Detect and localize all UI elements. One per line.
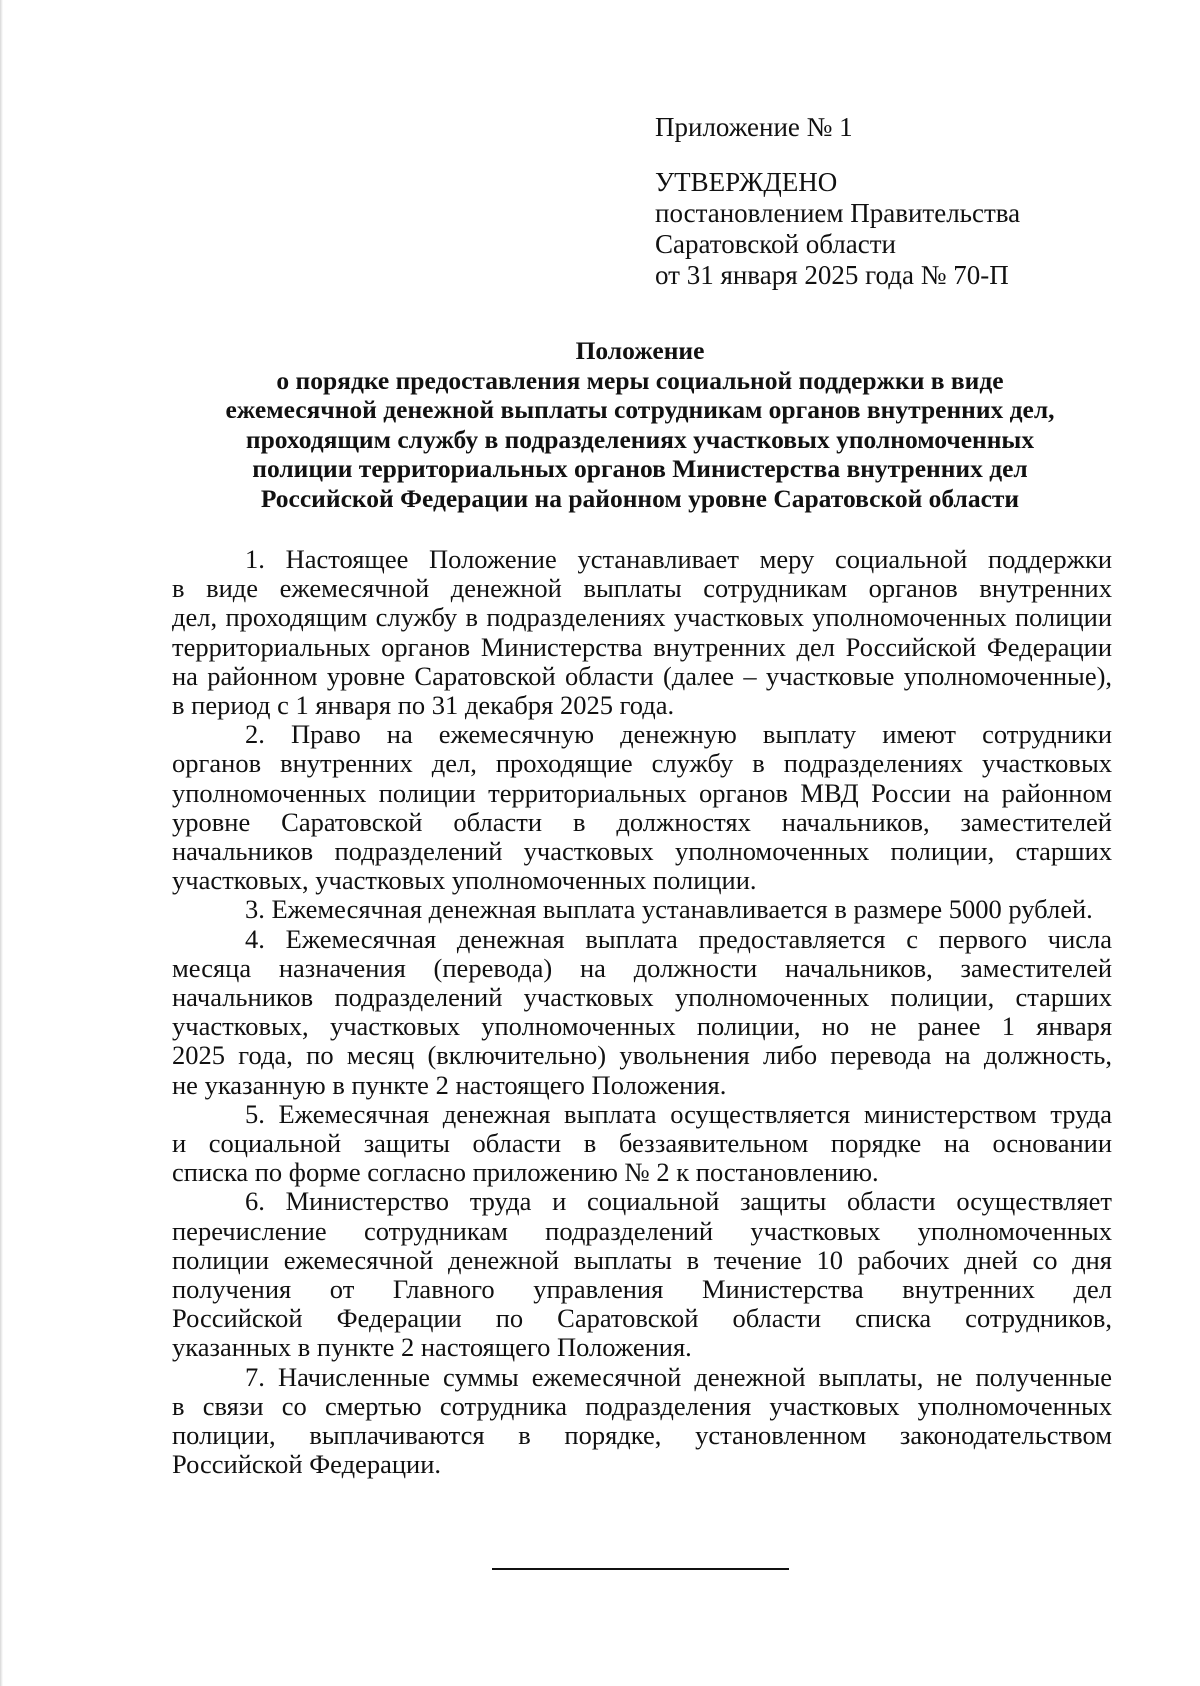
approved-by-line: постановлением Правительства (655, 198, 1021, 228)
title-heading: Положение (575, 336, 705, 365)
paragraph-line: 2025 года, по месяц (включительно) увольнения либо перевода на должность, (172, 1040, 1112, 1071)
paragraph-line: месяца назначения (перевода) на должности начальников, заместителей (172, 952, 1113, 983)
title-line: Российской Федерации на районном уровне Саратовской области (260, 483, 1020, 513)
document-body (172, 545, 1112, 1480)
paragraph-2 (172, 720, 1112, 895)
end-rule (492, 1568, 789, 1570)
title-line: проходящим службу в подразделениях участковых уполномоченных (245, 424, 1035, 454)
paragraph-3 (172, 895, 1112, 924)
paragraph-6 (172, 1187, 1112, 1362)
paragraph-line: 7. Начисленные суммы ежемесячной денежной выплаты, не полученные (245, 1361, 1113, 1392)
paragraph-line: 4. Ежемесячная денежная выплата предоставляется с первого числа (245, 923, 1113, 954)
appendix-number: Приложение № 1 (655, 112, 853, 142)
paragraph-line: 2. Право на ежемесячную денежную выплату имеют сотрудники (245, 719, 1113, 750)
paragraph-line: на районном уровне Саратовской области (далее – участковые уполномоченные), (172, 660, 1113, 691)
paragraph-line: полиции ежемесячной денежной выплаты в течение 10 рабочих дней со дня (172, 1244, 1112, 1275)
paragraph-line: в период с 1 января по 31 декабря 2025 года. (172, 690, 675, 721)
paragraph-line: в виде ежемесячной денежной выплаты сотрудникам органов внутренних (172, 573, 1112, 604)
scan-edge (0, 0, 3, 1686)
paragraph-line: полиции, выплачиваются в порядке, установленном законодательством (172, 1420, 1112, 1451)
paragraph-line: уполномоченных полиции территориальных органов МВД России на районном (172, 777, 1112, 808)
paragraph-5 (172, 1100, 1112, 1188)
paragraph-line: органов внутренних дел, проходящие службу в подразделениях участковых (172, 748, 1112, 779)
paragraph-line: списка по форме согласно приложению № 2 к постановлению. (172, 1157, 879, 1188)
approved-date-line: от 31 января 2025 года № 70-П (655, 260, 1009, 290)
paragraph-line: участковых, участковых уполномоченных полиции, но не ранее 1 января (172, 1011, 1113, 1042)
paragraph-line: начальников подразделений участковых уполномоченных полиции, старших (172, 982, 1112, 1013)
document-title (120, 336, 1160, 513)
approval-stamp-block (655, 112, 1175, 291)
title-line: ежемесячной денежной выплаты сотрудникам органов внутренних дел, (225, 395, 1055, 424)
approved-region-line: Саратовской области (655, 229, 896, 259)
paragraph-line: 5. Ежемесячная денежная выплата осуществляется министерством труда (245, 1098, 1112, 1129)
paragraph-line: территориальных органов Министерства внутренних дел Российской Федерации (172, 631, 1113, 662)
approved-label: УТВЕРЖДЕНО (655, 167, 838, 197)
paragraph-line: в связи со смертью сотрудника подразделения участковых уполномоченных (172, 1390, 1113, 1421)
paragraph-line: 1. Настоящее Положение устанавливает меру социальной поддержки (245, 544, 1113, 574)
paragraph-7 (172, 1363, 1112, 1480)
title-line: полиции территориальных органов Министерства внутренних дел (252, 454, 1028, 483)
paragraph-line: 6. Министерство труда и социальной защиты области осуществляет (245, 1186, 1112, 1217)
paragraph-line: дел, проходящим службу в подразделениях участковых уполномоченных полиции (172, 602, 1113, 633)
paragraph-line: Российской Федерации по Саратовской области списка сотрудников, (172, 1303, 1112, 1334)
paragraph-line: перечисление сотрудникам подразделений участковых уполномоченных (172, 1215, 1112, 1246)
paragraph-line: 3. Ежемесячная денежная выплата устанавливается в размере 5000 рублей. (245, 894, 1093, 925)
paragraph-line: и социальной защиты области в беззаявительном порядке на основании (172, 1128, 1113, 1159)
paragraph-line: не указанную в пункте 2 настоящего Положения. (172, 1069, 727, 1100)
paragraph-line: уровне Саратовской области в должностях начальников, заместителей (172, 806, 1112, 837)
paragraph-4 (172, 925, 1112, 1100)
paragraph-line: участковых, участковых уполномоченных полиции. (172, 865, 757, 896)
paragraph-line: Российской Федерации. (172, 1449, 441, 1480)
title-line: о порядке предоставления меры социальной поддержки в виде (276, 365, 1004, 395)
paragraph-1 (172, 545, 1112, 720)
paragraph-line: начальников подразделений участковых уполномоченных полиции, старших (172, 836, 1112, 867)
paragraph-line: получения от Главного управления Министерства внутренних дел (172, 1274, 1112, 1305)
paragraph-line: указанных в пункте 2 настоящего Положения. (172, 1332, 692, 1363)
